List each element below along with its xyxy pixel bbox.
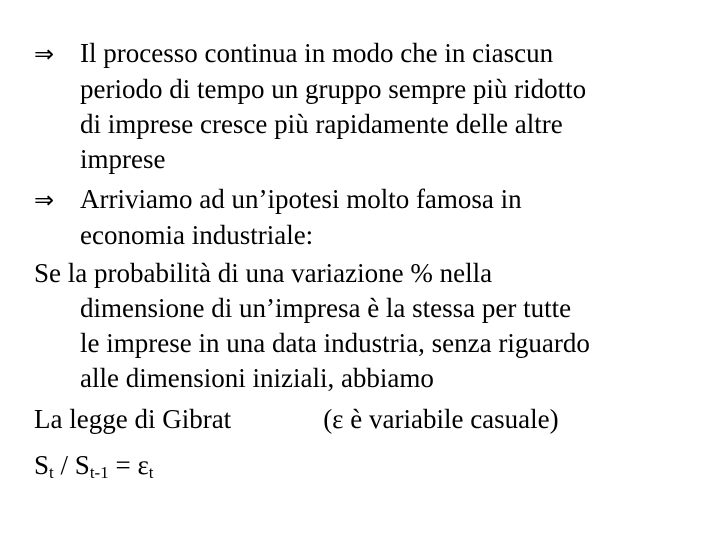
paragraph-line: dimensione di un’impresa è la stessa per tutte [80, 293, 572, 323]
bullet-line [34, 182, 522, 218]
gibrat-title: La legge di Gibrat [34, 404, 232, 434]
bullet-line: economia industriale: [80, 220, 314, 250]
gibrat-law-line [34, 402, 559, 437]
implies-arrow-icon: ⇒ [34, 186, 55, 214]
bullet-line [34, 36, 586, 72]
paragraph-line: le imprese in una data industria, senza riguardo [80, 328, 590, 358]
bullet-process [34, 36, 586, 177]
formula-s: S [34, 450, 50, 480]
paragraph-line: Se la probabilità di una variazione % nella [34, 258, 493, 288]
bullet-line: di imprese cresce più rapidamente delle altre [80, 109, 563, 139]
bullet-text: Il processo continua in modo che in ciascun [80, 38, 554, 68]
gibrat-formula [34, 448, 154, 483]
implies-arrow-icon: ⇒ [34, 40, 55, 68]
formula-line [34, 448, 154, 483]
bullet-line: periodo di tempo un gruppo sempre più ridotto [80, 74, 587, 104]
gibrat-line [34, 402, 559, 437]
formula-sub-t-1: t-1 [89, 463, 109, 482]
bullet-hypothesis [34, 182, 522, 253]
paragraph-line: alle dimensioni iniziali, abbiamo [80, 363, 434, 393]
formula-sub-t-eps: t [148, 463, 154, 482]
bullet-text: Arriviamo ad un’ipotesi molto famosa in [80, 184, 522, 214]
paragraph-probability [34, 256, 590, 396]
bullet-line: imprese [80, 144, 166, 174]
formula-slash: / [53, 450, 75, 480]
formula-epsilon: ε [137, 450, 149, 480]
formula-sub-t: t [49, 463, 54, 482]
formula-equals: = [108, 450, 138, 480]
formula-s-prev: S [74, 450, 90, 480]
epsilon-note: (ε è variabile casuale) [323, 404, 559, 434]
